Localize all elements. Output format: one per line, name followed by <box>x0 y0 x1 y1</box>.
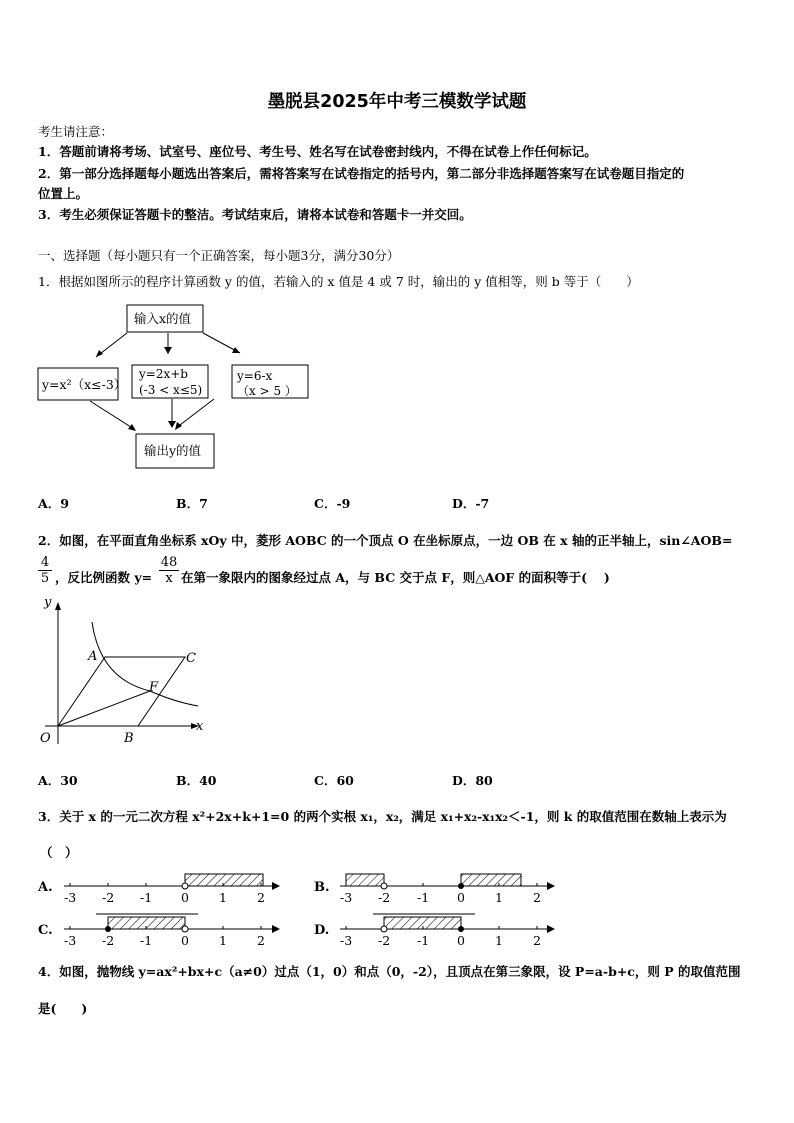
tick-d-0: 0 <box>457 933 465 948</box>
flow-output-label: 输出y的值 <box>144 443 202 458</box>
notice-item-2-cont: 位置上。 <box>38 186 89 201</box>
q2-fraction-k <box>159 555 179 586</box>
q3-option-d-label: D. <box>314 923 330 938</box>
axis-y-label: y <box>44 595 52 610</box>
flow-mid-label-1: y=2x+b <box>139 367 188 381</box>
point-c-label: C <box>186 651 196 666</box>
q1-stem: 1．根据如图所示的程序计算函数 y 的值，若输入的 x 值是 4 或 7 时，输出的 y 值相等，则 b 等于（ ） <box>38 274 639 289</box>
tick-b-1: 1 <box>495 890 503 905</box>
q3-option-b-label: B. <box>314 880 330 895</box>
tick-a-1: 1 <box>219 890 227 905</box>
notice-item-2: 2．第一部分选择题每小题选出答案后，需将答案写在试卷指定的括号内，第二部分非选择题答案写在试卷题目指定的 <box>38 166 685 181</box>
axis-x-label: x <box>196 719 204 734</box>
fraction-denominator: 5 <box>38 570 52 586</box>
fraction-numerator: 4 <box>40 555 50 570</box>
tick-d-m1: -1 <box>417 933 430 948</box>
q1-flowchart <box>30 298 330 478</box>
q2-option-a: A．30 <box>38 773 78 788</box>
q2-option-b: B．40 <box>176 773 217 788</box>
tick-b-m1: -1 <box>417 890 430 905</box>
flow-mid-label-2: (-3 < x≤5) <box>139 383 203 397</box>
q2-option-c: C．60 <box>314 773 354 788</box>
flow-input-label: 输入x的值 <box>134 311 192 326</box>
fraction-denominator: x <box>159 570 179 586</box>
notice-item-1: 1．答题前请将考场、试室号、座位号、考生号、姓名写在试卷密封线内，不得在试卷上作任何标记。 <box>38 144 597 159</box>
q4-line-2: 是( ) <box>38 1001 88 1016</box>
tick-c-m1: -1 <box>140 933 153 948</box>
point-b-label: B <box>124 731 134 746</box>
tick-a-m2: -2 <box>102 890 115 905</box>
q2-line-2b: 在第一象限内的图象经过点 A，与 BC 交于点 F，则△AOF 的面积等于( ) <box>181 570 610 585</box>
tick-b-0: 0 <box>457 890 465 905</box>
tick-d-m2: -2 <box>378 933 391 948</box>
tick-b-m2: -2 <box>378 890 391 905</box>
tick-d-m3: -3 <box>340 933 353 948</box>
point-o-label: O <box>40 731 51 746</box>
tick-d-1: 1 <box>495 933 503 948</box>
tick-c-2: 2 <box>257 933 265 948</box>
tick-a-0: 0 <box>181 890 189 905</box>
tick-c-m2: -2 <box>102 933 115 948</box>
q2-line-2a: ，反比例函数 y= <box>55 570 153 585</box>
q3-stem: 3．关于 x 的一元二次方程 x²+2x+k+1=0 的两个实根 x₁，x₂，满足 x₁+x₂-x₁x₂＜-1，则 k 的取值范围在数轴上表示为 <box>38 809 727 824</box>
page-title: 墨脱县2025年中考三模数学试题 <box>267 92 527 112</box>
q1-option-a: A．9 <box>38 496 69 511</box>
q3-option-a-label: A. <box>38 880 53 895</box>
q2-figure <box>30 594 210 749</box>
q3-option-c-label: C. <box>38 923 53 938</box>
tick-a-m1: -1 <box>140 890 153 905</box>
section-heading: 一、选择题（每小题只有一个正确答案，每小题3分，满分30分） <box>38 248 400 263</box>
flow-right-label-1: y=6-x <box>237 369 273 383</box>
tick-c-m3: -3 <box>64 933 77 948</box>
tick-a-2: 2 <box>257 890 265 905</box>
tick-c-1: 1 <box>219 933 227 948</box>
q3-paren: （ ） <box>40 845 78 860</box>
q1-option-d: D．-7 <box>452 496 490 511</box>
tick-b-2: 2 <box>533 890 541 905</box>
q4-line-1: 4．如图，抛物线 y=ax²+bx+c（a≠0）过点（1，0）和点（0，-2），且顶点在第三象限，设 P=a-b+c，则 P 的取值范围 <box>38 964 741 979</box>
q2-fraction-sin <box>38 555 52 586</box>
q2-option-d: D．80 <box>452 773 493 788</box>
q1-option-c: C．-9 <box>314 496 351 511</box>
flow-right-label-2: （x > 5 ） <box>237 384 297 398</box>
fraction-numerator: 48 <box>160 555 178 570</box>
notice-heading: 考生请注意： <box>38 124 114 139</box>
point-f-label: F <box>149 680 159 695</box>
tick-c-0: 0 <box>181 933 189 948</box>
point-a-label: A <box>88 649 98 664</box>
tick-d-2: 2 <box>533 933 541 948</box>
flow-left-label: y=x²（x≤-3） <box>42 377 127 392</box>
q1-option-b: B．7 <box>176 496 208 511</box>
tick-a-m3: -3 <box>64 890 77 905</box>
q3-number-lines <box>30 866 570 956</box>
q2-line-1: 2．如图，在平面直角坐标系 xOy 中，菱形 AOBC 的一个顶点 O 在坐标原点，一边 OB 在 x 轴的正半轴上，sin∠AOB= <box>38 533 733 548</box>
notice-item-3: 3．考生必须保证答题卡的整洁。考试结束后，请将本试卷和答题卡一并交回。 <box>38 207 472 222</box>
tick-b-m3: -3 <box>340 890 353 905</box>
